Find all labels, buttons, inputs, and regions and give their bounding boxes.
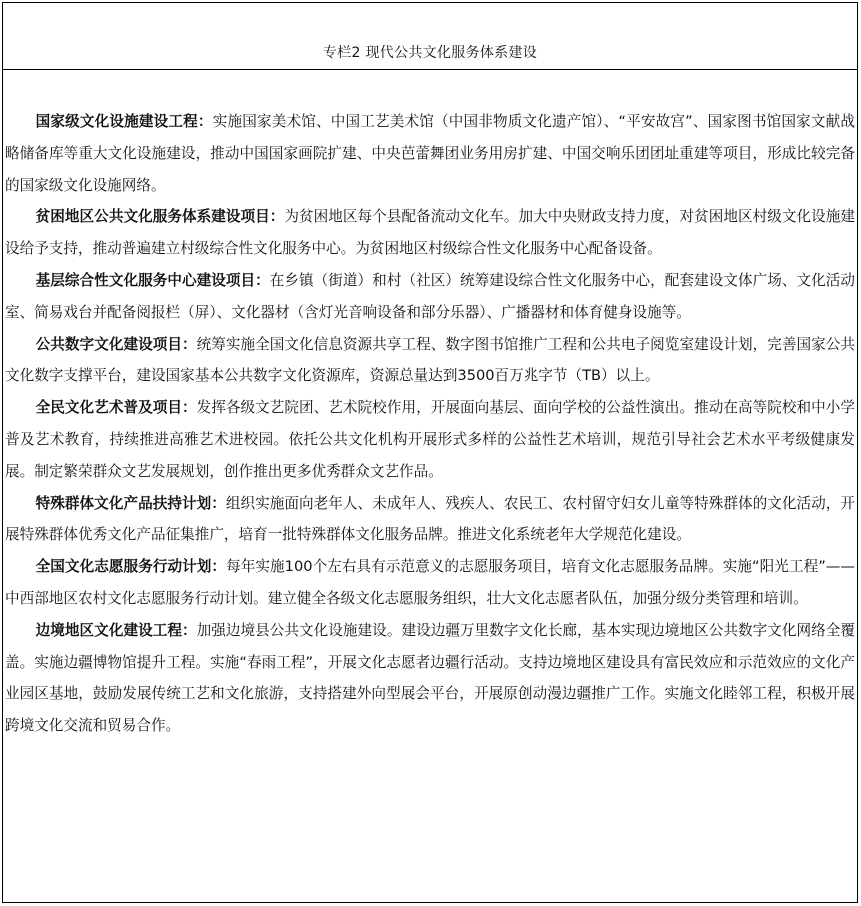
item-text: 实施国家美术馆、中国工艺美术馆（中国非物质文化遗产馆）、“平安故宫”、国家图书馆国家文献战略储备库等重大文化设施建设，推动中国国家画院扩建、中央芭蕾舞团业务用房扩建、中国交响乐团团址重建等项目，形成比较完备的国家级文化设施网络。 <box>5 113 855 194</box>
title-row <box>3 3 857 70</box>
item-text: 在乡镇（街道）和村（社区）统筹建设综合性文化服务中心，配套建设文体广场、文化活动室、简易戏台并配备阅报栏（屏）、文化器材（含灯光音响设备和部分乐器）、广播器材和体育健身设施等。 <box>5 271 855 321</box>
item-special-groups <box>5 488 855 552</box>
item-text: 为贫困地区每个县配备流动文化车。加大中央财政支持力度，对贫困地区村级文化设施建设给予支持，推动普遍建立村级综合性文化服务中心。为贫困地区村级综合性文化服务中心配备设备。 <box>5 208 855 258</box>
column-box <box>2 2 858 903</box>
item-text: 统筹实施全国文化信息资源共享工程、数字图书馆推广工程和公共电子阅览室建设计划，完善国家公共文化数字支撑平台，建设国家基本公共数字文化资源库，资源总量达到3500百万兆字节（TB）以上。 <box>5 335 855 385</box>
item-heading: 全民文化艺术普及项目： <box>35 399 197 417</box>
item-text: 发挥各级文艺院团、艺术院校作用，开展面向基层、面向学校的公益性演出。推动在高等院校和中小学普及艺术教育，持续推进高雅艺术进校园。依托公共文化机构开展形式多样的公益性艺术培训，规范引导社会艺术水平考级健康发展。制定繁荣群众文艺发展规划，创作推出更多优秀群众文艺作品。 <box>5 399 855 480</box>
item-text: 每年实施100个左右具有示范意义的志愿服务项目，培育文化志愿服务品牌。实施“阳光工程”——中西部地区农村文化志愿服务行动计划。建立健全各级文化志愿服务组织，壮大文化志愿者队伍，加强分级分类管理和培训。 <box>5 558 855 607</box>
item-digital-culture <box>5 329 855 393</box>
item-text: 加强边境县公共文化设施建设。建设边疆万里数字文化长廊，基本实现边境地区公共数字文化网络全覆盖。实施边疆博物馆提升工程。实施“春雨工程”，开展文化志愿者边疆行活动。支持边境地区建设具有富民效应和示范效应的文化产业园区基地，鼓励发展传统工艺和文化旅游，支持搭建外向型展会平台，开展原创动漫边疆推广工作。实施文化睦邻工程，积极开展跨境文化交流和贸易合作。 <box>5 621 855 735</box>
item-volunteer-service <box>5 551 855 615</box>
item-heading: 特殊群体文化产品扶持计划： <box>35 494 226 512</box>
item-poverty-areas <box>5 201 855 265</box>
item-heading: 国家级文化设施建设工程： <box>35 113 213 130</box>
item-grassroots-centers <box>5 265 855 329</box>
item-art-popularization <box>5 392 855 487</box>
item-text: 组织实施面向老年人、未成年人、残疾人、农民工、农村留守妇女儿童等特殊群体的文化活动，开展特殊群体优秀文化产品征集推广，培育一批特殊群体文化服务品牌。推进文化系统老年大学规范化建设。 <box>5 494 855 544</box>
column-body <box>3 70 857 742</box>
item-heading: 基层综合性文化服务中心建设项目： <box>35 271 270 289</box>
item-border-areas <box>5 615 855 742</box>
item-heading: 全国文化志愿服务行动计划： <box>35 558 227 576</box>
item-heading: 公共数字文化建设项目： <box>35 335 197 353</box>
item-heading: 边境地区文化建设工程： <box>35 621 197 639</box>
item-heading: 贫困地区公共文化服务体系建设项目： <box>35 208 285 226</box>
column-title: 专栏2 现代公共文化服务体系建设 <box>322 45 538 61</box>
item-national-facilities <box>5 106 855 201</box>
